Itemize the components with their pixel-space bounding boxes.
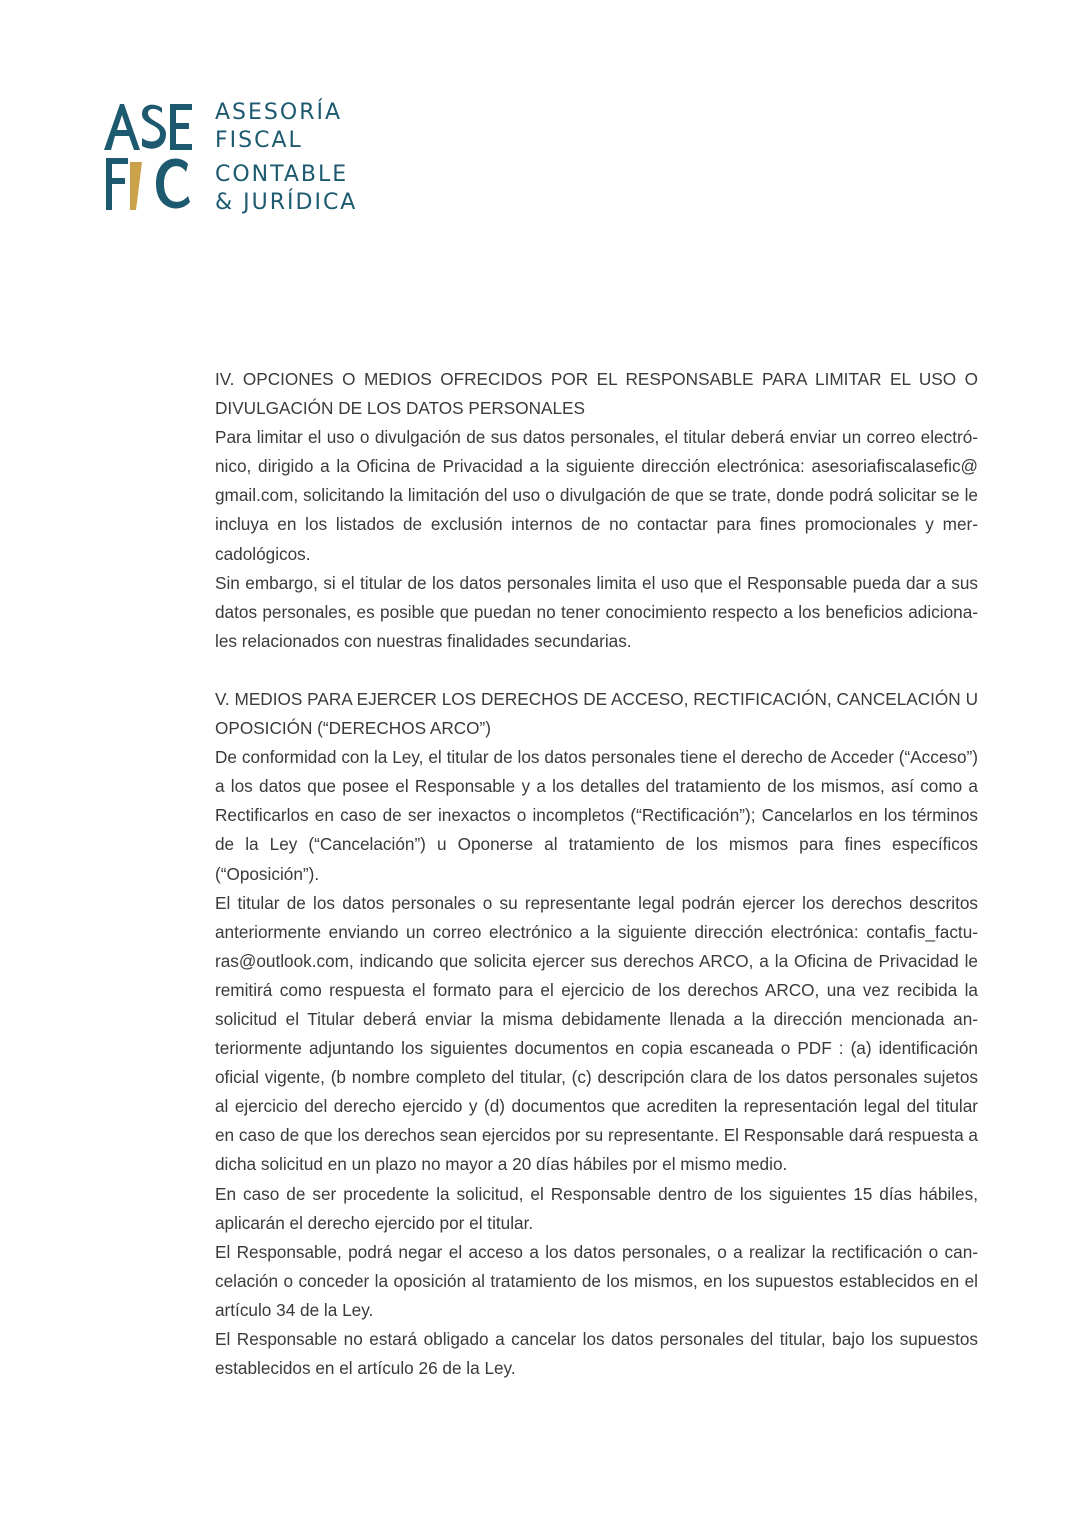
logo-line-juridica: & JURÍDICA [215, 190, 358, 215]
paragraph: El titular de los datos personales o su representante legal podrán ejercer los derechos descritos anteriormente enviando un correo electrónico a la siguiente dirección electrónica: contafis_facturas@outlook.com, indicando que solicita ejercer sus derechos ARCO, a la Oficina de Privacidad le remitirá como respuesta el formato para el ejercicio de los derechos ARCO, una vez recibida la solicitud el Titular deberá enviar la misma debidamente llenada a la dirección mencionada anteriormente adjuntando los siguientes documentos en copia escaneada o PDF : (a) identificación oficial vigente, (b nombre completo del titular, (c) descripción clara de los datos personales sujetos al ejercicio del derecho ejercido y (d) documentos que acrediten la representación legal del titular en caso de que los derechos sean ejercidos por su representante. El Responsable dará respuesta a dicha solicitud en un plazo no mayor a 20 días hábiles por el mismo medio. [215, 892, 978, 1175]
paragraph: Sin embargo, si el titular de los datos personales limita el uso que el Responsable pueda dar a sus datos personales, es posible que puedan no tener conocimiento respecto a los beneficios adicionales relacionados con nuestras finalidades secundarias. [215, 572, 978, 651]
logo-line-fiscal: FISCAL [215, 128, 303, 153]
paragraph: En caso de ser procedente la solicitud, el Responsable dentro de los siguientes 15 días hábiles, aplicarán el derecho ejercido por el titular. [215, 1183, 978, 1233]
section-heading: V. MEDIOS PARA EJERCER LOS DERECHOS DE ACCESO, RECTIFICACIÓN, CANCELACIÓN U OPOSICIÓN (“DERECHOS ARCO”) [215, 688, 978, 739]
section-iv [215, 365, 978, 656]
section-heading: IV. OPCIONES O MEDIOS OFRECIDOS POR EL RESPONSABLE PARA LIMITAR EL USO O DIVULGACIÓN DE LOS DATOS PERSONALES [215, 369, 978, 419]
company-logo [100, 98, 400, 222]
section-v [215, 685, 978, 1383]
paragraph: El Responsable no estará obligado a cancelar los datos personales del titular, bajo los supuestos establecidos en el artículo 26 de la Ley. [215, 1329, 978, 1379]
paragraph: De conformidad con la Ley, el titular de los datos personales tiene el derecho de Acceder (“Acceso”) a los datos que posee el Responsable y a los detalles del tratamiento de los mismos, así como a Rectificarlos en caso de ser inexactos o incompletos (“Rectificación”); Cancelarlos en los términos de la Ley (“Cancelación”) u Oponerse al tratamiento de los mismos para fines específicos (“Oposición”). [215, 747, 978, 884]
asefc-monogram-logo [100, 98, 200, 218]
paragraph: Para limitar el uso o divulgación de sus datos personales, el titular deberá enviar un correo electrónico, dirigido a la Oficina de Privacidad a la siguiente dirección electrónica: asesoriafiscalasefic@ gmail.com, solicitando la limitación del uso o divulgación de que se trate, donde podrá solicitar se le incluya en los listados de exclusión internos de no contactar para fines promocionales y mercadológicos. [215, 427, 978, 564]
logo-line-asesoria: ASESORÍA [215, 100, 343, 125]
document-body [215, 365, 978, 1383]
paragraph: El Responsable, podrá negar el acceso a los datos personales, o a realizar la rectificación o cancelación o conceder la oposición al tratamiento de los mismos, en los supuestos establecidos en el artículo 34 de la Ley. [215, 1241, 978, 1320]
logo-wordmark [215, 102, 357, 214]
logo-line-contable: CONTABLE [215, 162, 349, 187]
